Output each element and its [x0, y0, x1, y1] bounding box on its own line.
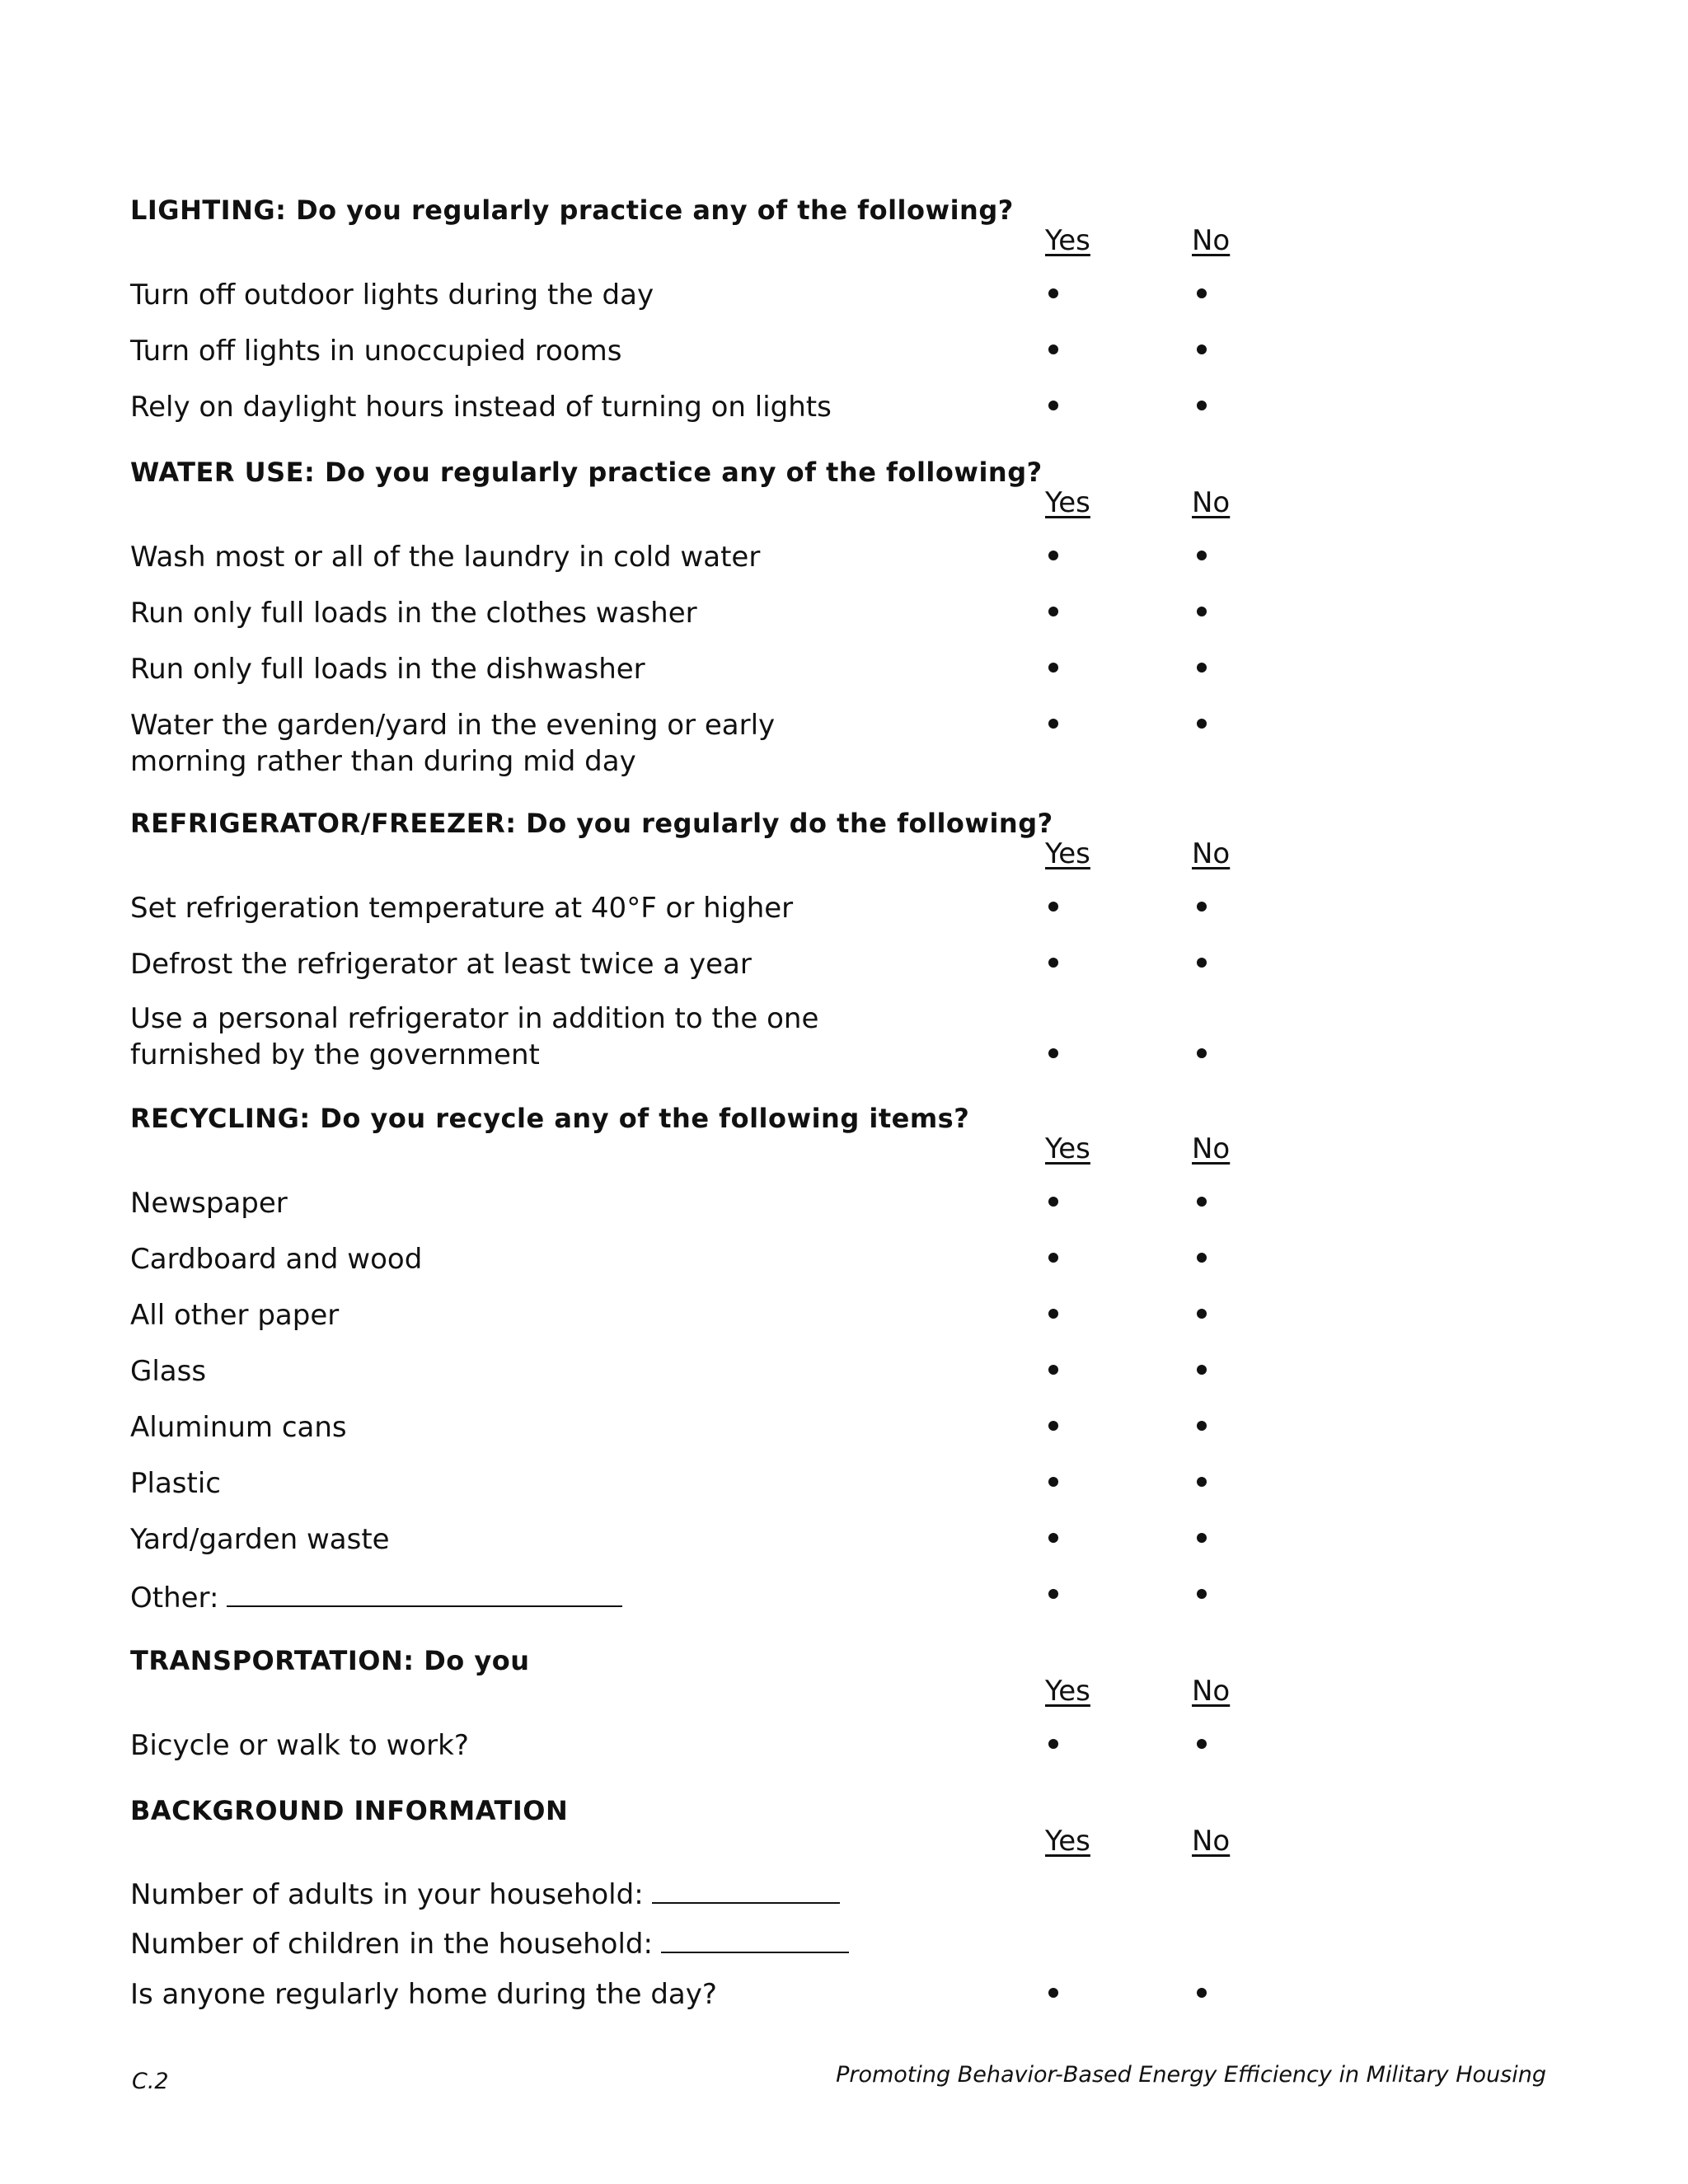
column-header-no: No [1192, 1132, 1231, 1165]
no-option[interactable] [1197, 1477, 1207, 1487]
yes-option[interactable] [1048, 1589, 1058, 1599]
question-item: Bicycle or walk to work? [130, 1729, 469, 1762]
yes-option[interactable] [1048, 1197, 1058, 1207]
question-item: Set refrigeration temperature at 40°F or higher [130, 892, 794, 925]
column-header-yes: Yes [1045, 837, 1090, 870]
column-header-yes: Yes [1045, 486, 1090, 519]
question-item: Wash most or all of the laundry in cold water [130, 541, 761, 574]
question-item: Newspaper [130, 1187, 288, 1220]
adults-item [130, 1874, 954, 1913]
no-option[interactable] [1197, 719, 1207, 729]
section-heading-transportation: TRANSPORTATION: Do you [130, 1645, 530, 1676]
section-heading-recycling: RECYCLING: Do you recycle any of the following items? [130, 1103, 970, 1134]
question-item: Aluminum cans [130, 1411, 347, 1444]
other-label: Other: [130, 1582, 219, 1615]
column-header-no: No [1192, 486, 1231, 519]
question-item: Run only full loads in the clothes washer [130, 597, 697, 630]
adults-label: Number of adults in your household: [130, 1878, 644, 1911]
yes-option[interactable] [1048, 1421, 1058, 1431]
no-option[interactable] [1197, 344, 1207, 354]
children-item [130, 1924, 954, 1962]
yes-option[interactable] [1048, 551, 1058, 560]
column-header-yes: Yes [1045, 1675, 1090, 1708]
page-number: C.2 [132, 2069, 169, 2094]
no-option[interactable] [1197, 1421, 1207, 1431]
yes-option[interactable] [1048, 902, 1058, 912]
section-heading-background: BACKGROUND INFORMATION [130, 1795, 569, 1826]
adults-blank-field[interactable] [652, 1874, 840, 1904]
column-header-yes: Yes [1045, 1132, 1090, 1165]
yes-option[interactable] [1048, 401, 1058, 410]
yes-option[interactable] [1048, 288, 1058, 298]
question-item: Defrost the refrigerator at least twice a year [130, 948, 752, 981]
no-option[interactable] [1197, 401, 1207, 410]
yes-option[interactable] [1048, 958, 1058, 968]
section-heading-water-use: WATER USE: Do you regularly practice any of the following? [130, 457, 1043, 488]
question-item: Turn off lights in unoccupied rooms [130, 335, 622, 368]
yes-option[interactable] [1048, 1048, 1058, 1058]
no-option[interactable] [1197, 1739, 1207, 1749]
yes-option[interactable] [1048, 1988, 1058, 1998]
section-heading-refrigerator: REFRIGERATOR/FREEZER: Do you regularly do the following? [130, 808, 1053, 839]
column-header-yes: Yes [1045, 1825, 1090, 1858]
no-option[interactable] [1197, 958, 1207, 968]
no-option[interactable] [1197, 1048, 1207, 1058]
column-header-yes: Yes [1045, 224, 1090, 257]
question-item: Yard/garden waste [130, 1523, 390, 1556]
other-item [130, 1577, 954, 1616]
yes-option[interactable] [1048, 1309, 1058, 1319]
no-option[interactable] [1197, 1309, 1207, 1319]
no-option[interactable] [1197, 902, 1207, 912]
question-item: Run only full loads in the dishwasher [130, 653, 645, 686]
question-item: Water the garden/yard in the evening or early morning rather than during mid day [130, 709, 776, 778]
no-option[interactable] [1197, 551, 1207, 560]
column-header-no: No [1192, 1825, 1231, 1858]
section-heading-lighting: LIGHTING: Do you regularly practice any of the following? [130, 194, 1014, 226]
no-option[interactable] [1197, 1589, 1207, 1599]
no-option[interactable] [1197, 1197, 1207, 1207]
yes-option[interactable] [1048, 1533, 1058, 1543]
yes-option[interactable] [1048, 663, 1058, 673]
no-option[interactable] [1197, 1988, 1207, 1998]
yes-option[interactable] [1048, 1365, 1058, 1375]
column-header-no: No [1192, 224, 1231, 257]
column-header-no: No [1192, 1675, 1231, 1708]
question-item: Turn off outdoor lights during the day [130, 279, 654, 312]
question-item: All other paper [130, 1299, 340, 1332]
children-blank-field[interactable] [661, 1924, 849, 1953]
no-option[interactable] [1197, 1533, 1207, 1543]
children-label: Number of children in the household: [130, 1928, 653, 1961]
column-header-no: No [1192, 837, 1231, 870]
question-item: Rely on daylight hours instead of turning on lights [130, 391, 832, 424]
no-option[interactable] [1197, 663, 1207, 673]
other-blank-field[interactable] [227, 1577, 622, 1607]
yes-option[interactable] [1048, 607, 1058, 616]
no-option[interactable] [1197, 1253, 1207, 1263]
question-item: Cardboard and wood [130, 1243, 423, 1276]
question-item: Plastic [130, 1467, 221, 1500]
question-item: Is anyone regularly home during the day? [130, 1978, 717, 2011]
question-item: Use a personal refrigerator in addition to the one furnished by the government [130, 1002, 819, 1071]
no-option[interactable] [1197, 288, 1207, 298]
no-option[interactable] [1197, 607, 1207, 616]
question-item: Glass [130, 1355, 207, 1388]
yes-option[interactable] [1048, 344, 1058, 354]
yes-option[interactable] [1048, 1477, 1058, 1487]
yes-option[interactable] [1048, 719, 1058, 729]
yes-option[interactable] [1048, 1739, 1058, 1749]
yes-option[interactable] [1048, 1253, 1058, 1263]
document-title: Promoting Behavior-Based Energy Efficiency in Military Housing [836, 2062, 1546, 2088]
no-option[interactable] [1197, 1365, 1207, 1375]
